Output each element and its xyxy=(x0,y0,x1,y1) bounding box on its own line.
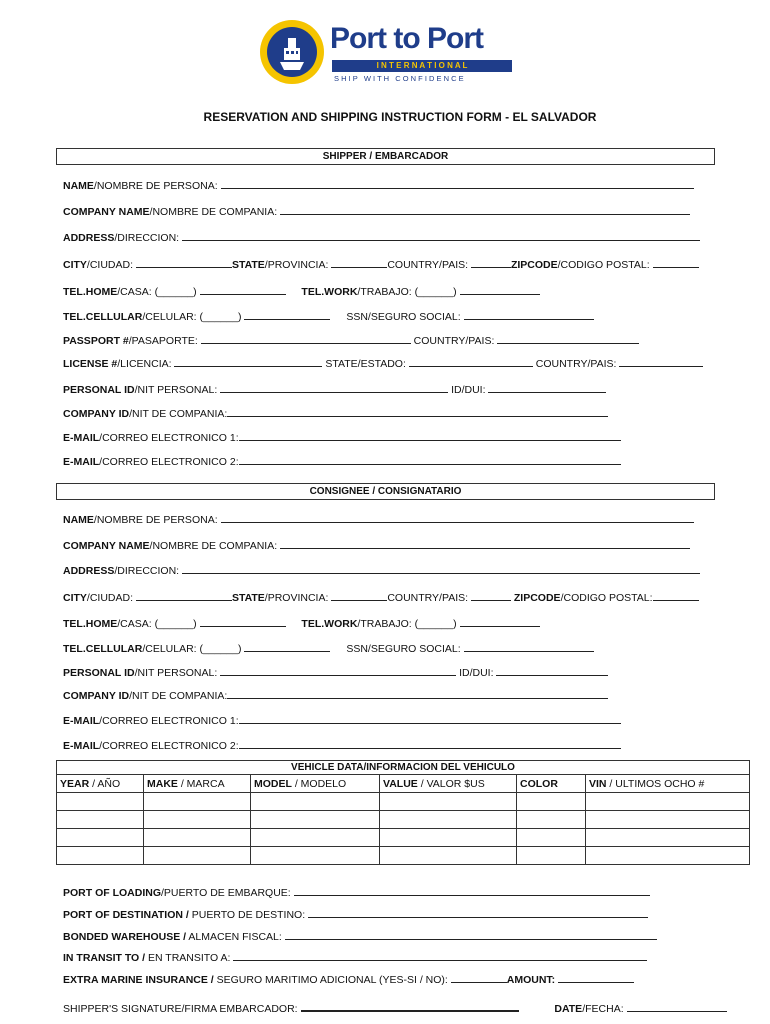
consignee-state-sublabel: /PROVINCIA: xyxy=(264,592,329,604)
shipper-ssn-label: SSN/SEGURO SOCIAL: xyxy=(346,311,461,323)
shipper-address-sublabel: /DIRECCION: xyxy=(114,232,180,244)
logo-sub-bar xyxy=(332,60,512,72)
date-sublabel: /FECHA: xyxy=(582,1003,624,1015)
cell[interactable] xyxy=(517,829,586,847)
cell[interactable] xyxy=(251,847,380,865)
bonded-warehouse-row xyxy=(63,929,657,943)
consignee-pid-row xyxy=(63,665,608,679)
col-value xyxy=(380,775,517,793)
signature-label: SHIPPER'S SIGNATURE/FIRMA EMBARCADOR: xyxy=(63,1003,298,1015)
table-row xyxy=(57,847,750,865)
consignee-cell-field[interactable] xyxy=(244,641,330,652)
signature-field[interactable] xyxy=(301,1000,519,1012)
shipper-email2-row xyxy=(63,454,621,468)
shipper-name-label: NAME xyxy=(63,180,94,192)
consignee-email1-field[interactable] xyxy=(239,713,621,724)
shipper-cid-row xyxy=(63,406,608,420)
col-make-label: MAKE xyxy=(147,777,178,790)
col-value-label: VALUE xyxy=(383,777,418,790)
consignee-dui-label: ID/DUI: xyxy=(459,667,494,679)
consignee-zip-sublabel: /CODIGO POSTAL: xyxy=(560,592,653,604)
shipper-passport-label: PASSPORT # xyxy=(63,335,129,347)
consignee-cid-sublabel: /NIT DE COMPANIA: xyxy=(129,690,228,702)
amount-label: AMOUNT: xyxy=(506,974,556,986)
shipper-license-label: LICENSE # xyxy=(63,358,118,370)
consignee-company-field[interactable] xyxy=(280,538,690,549)
cell[interactable] xyxy=(57,847,144,865)
form-title: RESERVATION AND SHIPPING INSTRUCTION FORM - EL SALVADOR xyxy=(203,110,597,124)
col-make xyxy=(144,775,251,793)
cell[interactable] xyxy=(380,847,517,865)
insurance-row xyxy=(63,972,634,986)
shipper-state-field[interactable] xyxy=(331,257,387,268)
shipper-cell-sublabel: /CELULAR: (______) xyxy=(142,311,242,323)
shipper-city-field[interactable] xyxy=(136,257,232,268)
consignee-email1-sublabel: /CORREO ELECTRONICO 1: xyxy=(99,715,239,727)
in-transit-field[interactable] xyxy=(233,950,647,961)
shipper-address-field[interactable] xyxy=(182,230,700,241)
consignee-country-label: COUNTRY/PAIS: xyxy=(387,592,469,604)
shipper-pid-row xyxy=(63,382,606,396)
consignee-email2-row xyxy=(63,738,621,752)
shipper-country-label: COUNTRY/PAIS: xyxy=(387,259,469,271)
consignee-name-row xyxy=(63,512,694,526)
shipper-company-field[interactable] xyxy=(280,204,690,215)
consignee-telhome-sublabel: /CASA: (______) xyxy=(117,618,197,630)
consignee-city-label: CITY xyxy=(63,592,87,604)
shipper-cid-field[interactable] xyxy=(227,406,608,417)
shipper-license-sublabel: /LICENCIA: xyxy=(117,358,172,370)
shipper-license-row xyxy=(63,356,703,370)
in-transit-row xyxy=(63,950,647,964)
cell[interactable] xyxy=(586,829,750,847)
cell[interactable] xyxy=(586,847,750,865)
date-label: DATE xyxy=(554,1003,583,1015)
shipper-telhome-field[interactable] xyxy=(200,284,286,295)
shipper-passport-country-label: COUNTRY/PAIS: xyxy=(413,335,495,347)
cell[interactable] xyxy=(586,793,750,811)
consignee-name-sublabel: /NOMBRE DE PERSONA: xyxy=(93,514,218,526)
shipper-state-sublabel: /PROVINCIA: xyxy=(264,259,329,271)
port-loading-sublabel: /PUERTO DE EMBARQUE: xyxy=(161,887,291,899)
cell[interactable] xyxy=(517,793,586,811)
shipper-company-label: COMPANY NAME xyxy=(63,206,150,218)
consignee-telwork-field[interactable] xyxy=(460,616,540,627)
consignee-cid-field[interactable] xyxy=(227,688,608,699)
port-destination-label: PORT OF DESTINATION / xyxy=(63,909,189,921)
insurance-label: EXTRA MARINE INSURANCE / xyxy=(63,974,214,986)
date-field[interactable] xyxy=(627,1001,727,1012)
col-make-sublabel: / MARCA xyxy=(177,777,225,790)
consignee-pid-sublabel: /NIT PERSONAL: xyxy=(134,667,218,679)
consignee-cid-row xyxy=(63,688,608,702)
shipper-address-row xyxy=(63,230,700,244)
logo-main-text: Port to Port xyxy=(330,22,483,55)
col-vin-label: VIN xyxy=(589,777,607,790)
col-color xyxy=(517,775,586,793)
shipper-passport-sublabel: /PASAPORTE: xyxy=(128,335,198,347)
consignee-email2-sublabel: /CORREO ELECTRONICO 2: xyxy=(99,740,239,752)
col-color-label: COLOR xyxy=(520,777,558,790)
cell[interactable] xyxy=(380,829,517,847)
shipper-cell-row xyxy=(63,309,594,323)
shipper-cid-sublabel: /NIT DE COMPANIA: xyxy=(129,408,228,420)
ship-emblem-icon xyxy=(258,18,326,86)
consignee-address-sublabel: /DIRECCION: xyxy=(114,565,180,577)
shipper-zip-label: ZIPCODE xyxy=(510,259,558,271)
amount-field[interactable] xyxy=(558,972,634,983)
bonded-warehouse-sublabel: ALMACEN FISCAL: xyxy=(186,931,282,943)
cell[interactable] xyxy=(144,829,251,847)
consignee-address-row xyxy=(63,563,700,577)
consignee-city-sublabel: /CIUDAD: xyxy=(86,592,134,604)
shipper-license-field[interactable] xyxy=(174,356,322,367)
cell[interactable] xyxy=(251,811,380,829)
cell[interactable] xyxy=(57,793,144,811)
cell[interactable] xyxy=(380,811,517,829)
col-year-label: YEAR xyxy=(60,777,90,790)
shipper-name-field[interactable] xyxy=(221,178,694,189)
consignee-phone-row xyxy=(63,616,540,630)
consignee-dui-field[interactable] xyxy=(496,665,608,676)
col-vin-sublabel: / ULTIMOS OCHO # xyxy=(606,777,705,790)
shipper-telhome-label: TEL.HOME xyxy=(63,286,118,298)
cell[interactable] xyxy=(144,847,251,865)
consignee-cid-label: COMPANY ID xyxy=(63,690,130,702)
table-row xyxy=(57,793,750,811)
consignee-email2-field[interactable] xyxy=(239,738,621,749)
shipper-passport-country-field[interactable] xyxy=(497,333,639,344)
consignee-cell-label: TEL.CELLULAR xyxy=(63,643,143,655)
cell[interactable] xyxy=(57,829,144,847)
shipper-email2-field[interactable] xyxy=(239,454,621,465)
consignee-address-label: ADDRESS xyxy=(63,565,115,577)
consignee-telhome-field[interactable] xyxy=(200,616,286,627)
consignee-name-field[interactable] xyxy=(221,512,694,523)
shipper-city-sublabel: /CIUDAD: xyxy=(86,259,134,271)
port-loading-label: PORT OF LOADING xyxy=(63,887,161,899)
port-loading-field[interactable] xyxy=(294,885,650,896)
shipper-passport-row xyxy=(63,333,639,347)
col-year xyxy=(57,775,144,793)
consignee-company-label: COMPANY NAME xyxy=(63,540,150,552)
shipper-dui-label: ID/DUI: xyxy=(451,384,486,396)
col-model-sublabel: / MODELO xyxy=(291,777,347,790)
consignee-state-label: STATE xyxy=(231,592,265,604)
consignee-email1-row xyxy=(63,713,621,727)
consignee-email1-label: E-MAIL xyxy=(63,715,100,727)
col-vin xyxy=(586,775,750,793)
consignee-cell-row xyxy=(63,641,594,655)
consignee-email2-label: E-MAIL xyxy=(63,740,100,752)
cell[interactable] xyxy=(517,847,586,865)
shipper-address-label: ADDRESS xyxy=(63,232,115,244)
shipper-zip-field[interactable] xyxy=(653,257,699,268)
consignee-section-header: CONSIGNEE / CONSIGNATARIO xyxy=(56,483,715,500)
consignee-city-row xyxy=(63,590,699,604)
company-logo xyxy=(258,18,518,88)
shipper-country-field[interactable] xyxy=(471,257,511,268)
bonded-warehouse-label: BONDED WAREHOUSE / xyxy=(63,931,187,943)
shipper-cell-label: TEL.CELLULAR xyxy=(63,311,143,323)
shipper-email1-field[interactable] xyxy=(239,430,621,441)
shipper-email2-label: E-MAIL xyxy=(63,456,100,468)
shipper-section-header: SHIPPER / EMBARCADOR xyxy=(56,148,715,165)
consignee-city-field[interactable] xyxy=(136,590,232,601)
shipper-company-sublabel: /NOMBRE DE COMPANIA: xyxy=(149,206,278,218)
cell[interactable] xyxy=(380,793,517,811)
shipper-passport-field[interactable] xyxy=(201,333,411,344)
shipper-telhome-sublabel: /CASA: (______) xyxy=(117,286,197,298)
shipper-dui-field[interactable] xyxy=(488,382,606,393)
insurance-sublabel: SEGURO MARITIMO ADICIONAL (YES-SI / NO): xyxy=(213,974,448,986)
shipper-ssn-field[interactable] xyxy=(464,309,594,320)
consignee-pid-field[interactable] xyxy=(220,665,456,676)
vehicle-table xyxy=(56,760,750,865)
shipper-company-row xyxy=(63,204,690,218)
consignee-company-row xyxy=(63,538,690,552)
consignee-cell-sublabel: /CELULAR: (______) xyxy=(142,643,242,655)
consignee-address-field[interactable] xyxy=(182,563,700,574)
consignee-state-field[interactable] xyxy=(331,590,387,601)
col-model xyxy=(251,775,380,793)
shipper-license-state-field[interactable] xyxy=(409,356,533,367)
shipper-state-label: STATE xyxy=(231,259,265,271)
signature-row xyxy=(63,1000,727,1015)
cell[interactable] xyxy=(251,829,380,847)
consignee-ssn-field[interactable] xyxy=(464,641,594,652)
shipper-email1-row xyxy=(63,430,621,444)
shipper-phone-row xyxy=(63,284,540,298)
shipper-cid-label: COMPANY ID xyxy=(63,408,130,420)
shipper-email1-sublabel: /CORREO ELECTRONICO 1: xyxy=(99,432,239,444)
in-transit-sublabel: EN TRANSITO A: xyxy=(145,952,231,964)
port-destination-row xyxy=(63,907,648,921)
consignee-telhome-label: TEL.HOME xyxy=(63,618,118,630)
port-loading-row xyxy=(63,885,650,899)
shipper-pid-label: PERSONAL ID xyxy=(63,384,135,396)
shipper-telwork-label: TEL.WORK xyxy=(301,286,358,298)
shipper-license-country-field[interactable] xyxy=(619,356,703,367)
shipper-email2-sublabel: /CORREO ELECTRONICO 2: xyxy=(99,456,239,468)
logo-tagline: S H I P W I T H C O N F I D E N C E xyxy=(334,74,464,83)
consignee-telwork-label: TEL.WORK xyxy=(301,618,358,630)
cell[interactable] xyxy=(144,793,251,811)
cell[interactable] xyxy=(57,811,144,829)
cell[interactable] xyxy=(586,811,750,829)
shipper-telwork-field[interactable] xyxy=(460,284,540,295)
port-destination-sublabel: PUERTO DE DESTINO: xyxy=(188,909,306,921)
shipper-pid-field[interactable] xyxy=(220,382,448,393)
cell[interactable] xyxy=(144,811,251,829)
consignee-company-sublabel: /NOMBRE DE COMPANIA: xyxy=(149,540,278,552)
vehicle-table-header xyxy=(57,775,750,793)
shipper-zip-sublabel: /CODIGO POSTAL: xyxy=(557,259,650,271)
consignee-zip-field[interactable] xyxy=(653,590,699,601)
consignee-pid-label: PERSONAL ID xyxy=(63,667,135,679)
shipper-name-sublabel: /NOMBRE DE PERSONA: xyxy=(93,180,218,192)
table-row xyxy=(57,829,750,847)
shipper-city-label: CITY xyxy=(63,259,87,271)
consignee-country-field[interactable] xyxy=(471,590,511,601)
table-row xyxy=(57,811,750,829)
shipper-cell-field[interactable] xyxy=(244,309,330,320)
consignee-ssn-label: SSN/SEGURO SOCIAL: xyxy=(346,643,461,655)
consignee-telwork-sublabel: /TRABAJO: (______) xyxy=(357,618,457,630)
col-year-sublabel: / AÑO xyxy=(89,777,121,790)
shipper-license-country-label: COUNTRY/PAIS: xyxy=(535,358,617,370)
cell[interactable] xyxy=(251,793,380,811)
logo-sub-text: I N T E R N A T I O N A L xyxy=(376,61,468,70)
cell[interactable] xyxy=(517,811,586,829)
shipper-city-row xyxy=(63,257,699,271)
shipper-name-row xyxy=(63,178,694,192)
col-value-sublabel: / VALOR $US xyxy=(417,777,485,790)
in-transit-label: IN TRANSIT TO / xyxy=(63,952,146,964)
shipper-pid-sublabel: /NIT PERSONAL: xyxy=(134,384,218,396)
consignee-zip-label: ZIPCODE xyxy=(513,592,561,604)
col-model-label: MODEL xyxy=(254,777,292,790)
shipper-email1-label: E-MAIL xyxy=(63,432,100,444)
insurance-field[interactable] xyxy=(451,972,507,983)
port-destination-field[interactable] xyxy=(308,907,648,918)
consignee-name-label: NAME xyxy=(63,514,94,526)
bonded-warehouse-field[interactable] xyxy=(285,929,657,940)
shipper-license-state-label: STATE/ESTADO: xyxy=(325,358,406,370)
shipper-telwork-sublabel: /TRABAJO: (______) xyxy=(357,286,457,298)
vehicle-table-title: VEHICLE DATA/INFORMACION DEL VEHICULO xyxy=(57,761,750,775)
